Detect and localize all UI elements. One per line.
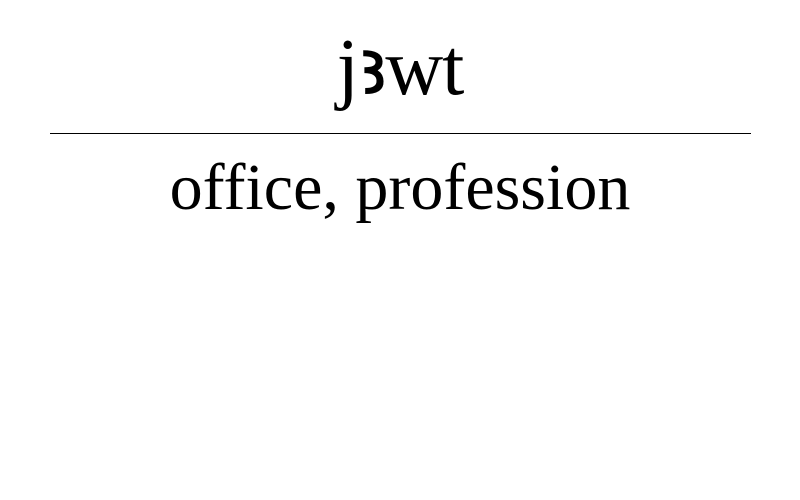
divider-line [50,133,751,134]
entry-meaning: office, profession [169,151,631,224]
headword-transliteration: jꜣwt [336,24,464,112]
